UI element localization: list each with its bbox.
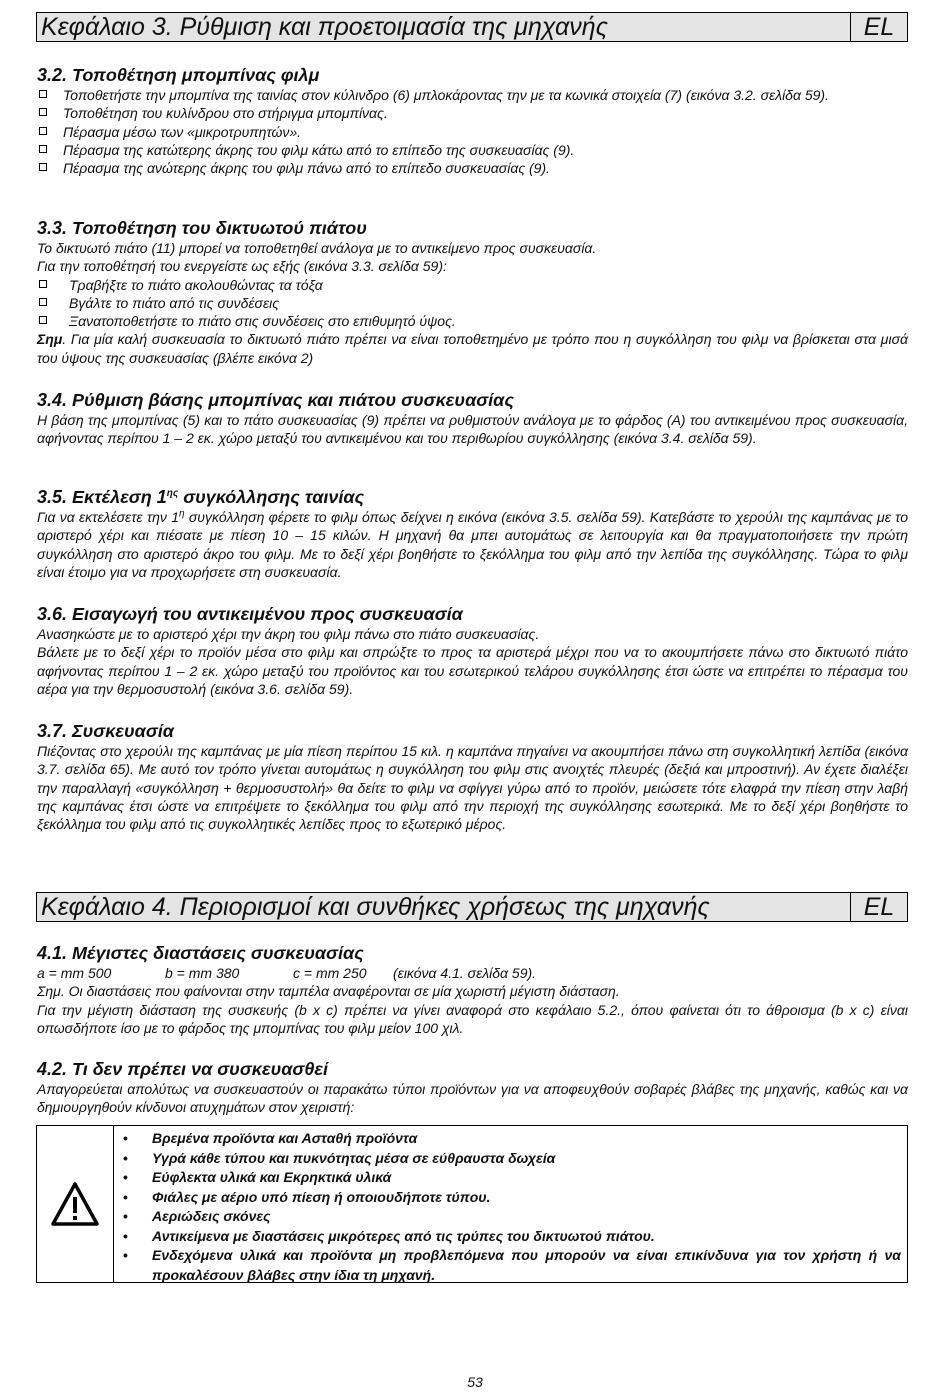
dimension-a: a = mm 500 bbox=[37, 965, 112, 981]
chapter-3-title: Κεφάλαιο 3. Ρύθμιση και προετοιμασία της μηχανής bbox=[37, 13, 851, 41]
list-item: Ξανατοποθετήστε το πιάτο στις συνδέσεις στο επιθυμητό ύψος. bbox=[37, 312, 908, 330]
section-3-5 bbox=[37, 486, 908, 581]
section-3-4-heading: 3.4. Ρύθμιση βάσης μπομπίνας και πιάτου συσκευασίας bbox=[37, 390, 514, 410]
list-item: Τοποθέτηση του κυλίνδρου στο στήριγμα μπομπίνας. bbox=[37, 104, 908, 122]
chapter-3-lang: EL bbox=[863, 13, 895, 41]
dimension-reference: (εικόνα 4.1. σελίδα 59). bbox=[393, 965, 537, 981]
list-item: Βγάλτε το πιάτο από τις συνδέσεις bbox=[37, 294, 908, 312]
dimension-c: c = mm 250 bbox=[293, 965, 367, 981]
list-item: • Αεριώδεις σκόνες bbox=[114, 1207, 901, 1227]
chapter-4-title: Κεφάλαιο 4. Περιορισμοί και συνθήκες χρήσεως της μηχανής bbox=[37, 893, 851, 921]
section-3-2-list bbox=[37, 86, 908, 177]
section-3-7-text: Πιέζοντας στο χερούλι της καμπάνας με μία πίεση περίπου 15 κιλ. η καμπάνα πηγαίνει να ακουμπήσει πάνω στη συγκολλητική λεπίδα (εικόνα 3.7. σελίδα 65). Με αυτό τον τρόπο γίνεται αυτομάτως η συγκόλληση του φιλμ στις ανοιχτές πλευρές (δεξιά και μπροστινή). Αν έχετε διαλέξει την παραλλαγή «συγκόλληση + θερμοσυστολή» θα δείτε το φιλμ να σφίγγει γύρω από το προϊόν, μειώσετε τότε ελαφρά την πίεση στην λαβή της καμπάνας έτσι ώστε να επιτρέψετε το ξεκόλλημα του φιλμ από την περιοχή της συγκόλλησης εσωτερικά. Με το δεξί χέρι βοηθήστε το ξεκόλλημα του φιλμ από τις συγκολλητικές λεπίδες προς το εξωτερικό μέρος. bbox=[37, 743, 908, 833]
section-3-2-heading: 3.2. Τοποθέτηση μπομπίνας φιλμ bbox=[37, 65, 320, 85]
section-3-3-note: Σημ. Για μία καλή συσκευασία το δικτυωτό πιάτο πρέπει να είναι τοποθετημένο με τρόπο που η συγκόλληση του φιλμ να βρίσκεται στα μισά του ύψους της συσκευασίας (βλέπε εικόνα 2) bbox=[37, 331, 908, 366]
section-3-6-text-2: Βάλετε με το δεξί χέρι το προϊόν μέσα στο φιλμ και σπρώξτε το προς τα αριστερά μέχρι που να το ακουμπήσετε πάνω στο δικτυωτό πιάτο αφήνοντας περίπου 1 – 2 εκ. χώρο μεταξύ του προϊόντος και του εσωτερικού τελάρου συγκόλλησης έτσι ώστε να επιτρέπει το πέρασμα του αέρα για την θερμοσυστολή (εικόνα 3.6. σελίδα 59). bbox=[37, 644, 908, 697]
list-item: Τραβήξτε το πιάτο ακολουθώντας τα τόξα bbox=[37, 276, 908, 294]
chapter-3-header bbox=[36, 12, 908, 42]
section-3-2 bbox=[37, 64, 908, 177]
section-3-6-text-1: Ανασηκώστε με το αριστερό χέρι την άκρη του φιλμ πάνω στο πιάτο συσκευασίας. bbox=[37, 626, 540, 642]
list-item: Πέρασμα μέσω των «μικροτρυπητών». bbox=[37, 123, 908, 141]
list-item: • Βρεμένα προϊόντα και Ασταθή προϊόντα bbox=[114, 1129, 901, 1149]
section-4-1-text-2: Για την μέγιστη διάσταση της συσκευής (b x c) πρέπει να γίνει αναφορά στο κεφάλαιο 5.2., όπου φαίνεται ότι το άθροισμα (b x c) είναι οπωσδήποτε ίσο με το φάρδος της μπομπίνας του φιλμ μείον 100 χιλ. bbox=[37, 1001, 908, 1036]
section-3-3-heading: 3.3. Τοποθέτηση του δικτυωτού πιάτου bbox=[37, 218, 367, 238]
prohibited-items-table bbox=[36, 1125, 908, 1283]
chapter-4-lang: EL bbox=[863, 893, 895, 921]
checkbox-bullet-icon bbox=[39, 145, 47, 153]
page-number: 53 bbox=[467, 1374, 483, 1390]
section-3-6 bbox=[37, 603, 908, 698]
checkbox-bullet-icon bbox=[39, 316, 47, 324]
list-item: Πέρασμα της ανώτερης άκρης του φιλμ πάνω από το επίπεδο συσκευασίας (9). bbox=[37, 159, 908, 177]
checkbox-bullet-icon bbox=[39, 298, 47, 306]
prohibited-items-list bbox=[114, 1129, 901, 1285]
prohibited-items-cell bbox=[114, 1126, 907, 1282]
checkbox-bullet-icon bbox=[39, 90, 47, 98]
section-3-3-text-2: Για την τοποθέτησή του ενεργείστε ως εξής (εικόνα 3.3. σελίδα 59): bbox=[37, 258, 447, 275]
warning-triangle-icon bbox=[50, 1181, 100, 1227]
list-item: Πέρασμα της κατώτερης άκρης του φιλμ κάτω από το επίπεδο της συσκευασίας (9). bbox=[37, 141, 908, 159]
checkbox-bullet-icon bbox=[39, 108, 47, 116]
note-label: Σημ bbox=[37, 331, 63, 348]
list-item: • Αντικείμενα με διαστάσεις μικρότερες από τις τρύπες του δικτυωτού πιάτου. bbox=[114, 1227, 901, 1247]
chapter-4-header bbox=[36, 892, 908, 922]
section-3-5-text: Για να εκτελέσετε την $1^\eta$ συγκόλληση φέρετε το φιλμ όπως δείχνει η εικόνα (εικόνα 3.5. σελίδα 59). Κατεβάστε το χερούλι της καμπάνας με το αριστερό χέρι και πιέσατε με πίεση 10 – 15 κιλών. Η μηχανή θα μπει αυτομάτως σε λειτουργία και θα πραγματοποιήσετε την πρώτη συγκόλληση στο αριστερό άκρο του φιλμ. Με το δεξί χέρι βοηθήστε το ξεκόλλημα του φιλμ από την λεπίδα της συγκόλλησης. Τώρα το φιλμ είναι έτοιμο για να προχωρήσετε στη συσκευασία. bbox=[37, 508, 909, 580]
section-4-1 bbox=[37, 942, 908, 1037]
section-4-2-heading: 4.2. Τι δεν πρέπει να συσκευασθεί bbox=[37, 1059, 328, 1079]
list-item: Τοποθετήστε την μπομπίνα της ταινίας στον κύλινδρο (6) μπλοκάροντας την με τα κωνικά στοιχεία (7) (εικόνα 3.2. σελίδα 59). bbox=[37, 86, 908, 104]
list-item: • Ενδεχόμενα υλικά και προϊόντα μη προβλεπόμενα που μπορούν να είναι επικίνδυνα για τον χρήστη ή να προκαλέσουν βλάβες στην ίδια τη μηχανή. bbox=[114, 1246, 901, 1285]
section-3-7 bbox=[37, 720, 908, 833]
checkbox-bullet-icon bbox=[39, 127, 47, 135]
section-4-2 bbox=[37, 1058, 908, 1117]
section-3-4 bbox=[37, 389, 908, 448]
checkbox-bullet-icon bbox=[39, 280, 47, 288]
section-3-3 bbox=[37, 217, 908, 367]
section-4-1-text-1: Σημ. Οι διαστάσεις που φαίνονται στην ταμπέλα αναφέρονται σε μία χωριστή μέγιστη διάσταση. bbox=[37, 983, 620, 1000]
section-3-5-heading: 3.5. Εκτέλεση $1^{\eta\varsigma}$ συγκόλλησης ταινίας bbox=[37, 487, 365, 507]
checkbox-bullet-icon bbox=[39, 163, 47, 171]
list-item: • Φιάλες με αέριο υπό πίεση ή οποιουδήποτε τύπου. bbox=[114, 1188, 901, 1208]
warning-cell bbox=[37, 1126, 114, 1282]
section-3-7-heading: 3.7. Συσκευασία bbox=[37, 721, 174, 741]
list-item: • Εύφλεκτα υλικά και Εκρηκτικά υλικά bbox=[114, 1168, 901, 1188]
section-3-3-text-1: Το δικτυωτό πιάτο (11) μπορεί να τοποθετηθεί ανάλογα με το αντικείμενο προς συσκευασία. bbox=[37, 240, 597, 256]
section-4-1-heading: 4.1. Μέγιστες διαστάσεις συσκευασίας bbox=[37, 943, 364, 963]
section-3-6-heading: 3.6. Εισαγωγή του αντικειμένου προς συσκευασία bbox=[37, 604, 463, 624]
section-4-1-dimensions bbox=[37, 964, 908, 982]
dimension-b: b = mm 380 bbox=[165, 965, 240, 981]
list-item: • Υγρά κάθε τύπου και πυκνότητας μέσα σε εύθραυστα δωχεία bbox=[114, 1149, 901, 1169]
section-3-3-list bbox=[37, 276, 908, 331]
section-4-2-text: Απαγορεύεται απολύτως να συσκευαστούν οι παρακάτω τύποι προϊόντων για να αποφευχθούν σοβαρές βλάβες της μηχανής, καθώς και να δημιουργηθούν κίνδυνοι ατυχημάτων στον χειριστή: bbox=[37, 1081, 908, 1116]
section-3-4-text: Η βάση της μπομπίνας (5) και το πάτο συσκευασίας (9) πρέπει να ρυθμιστούν ανάλογα με το φάρδος (Α) του αντικειμένου προς συσκευασία, αφήνοντας περίπου 1 – 2 εκ. χώρο μεταξύ του αντικειμένου και του περιθωρίου συγκόλλησης (εικόνα 3.4. σελίδα 59). bbox=[37, 412, 908, 447]
